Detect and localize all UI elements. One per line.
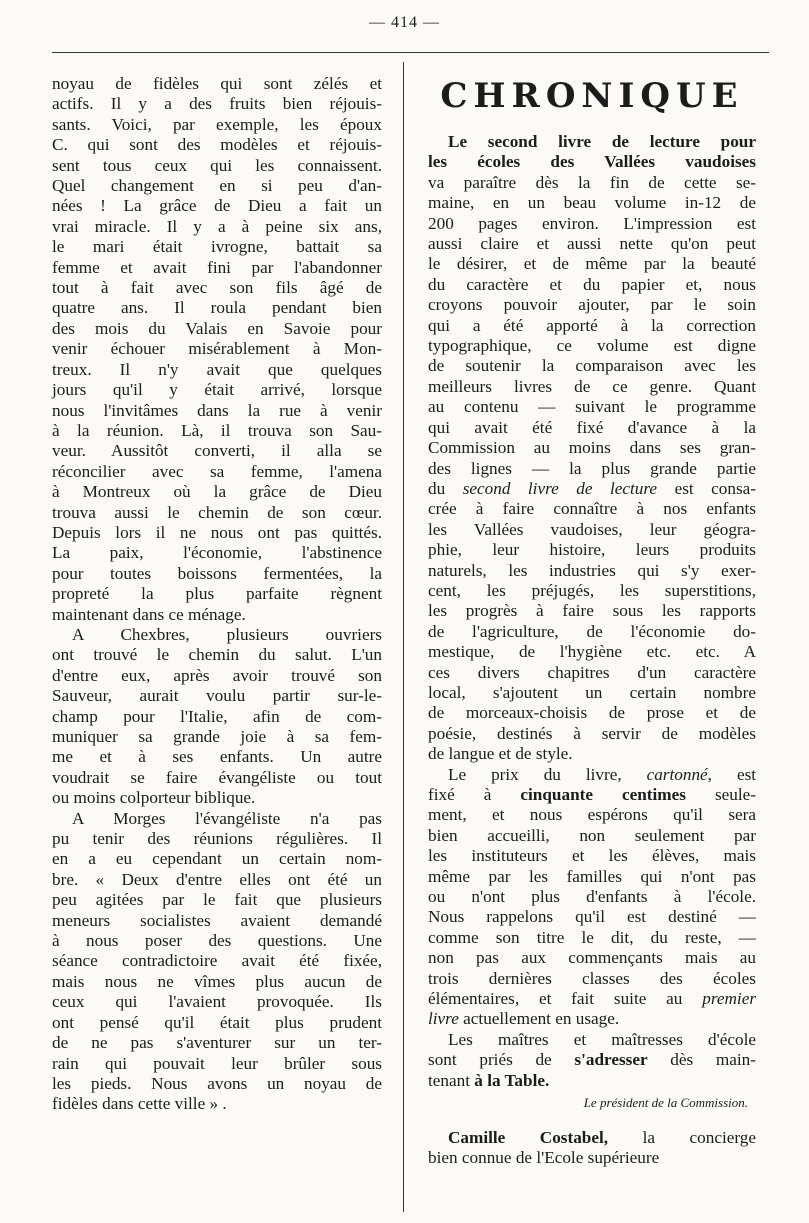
text-line: muniquer sa grande joie à sa fem-: [52, 727, 382, 746]
text-line: actifs. Il y a des fruits bien réjouis-: [52, 94, 382, 114]
text-line: pour toutes boissons fermentées, la: [52, 563, 382, 583]
text-line: à Montreux où la grâce de Dieu: [52, 482, 382, 502]
text-line: de soutenir la comparaison avec les: [428, 356, 756, 376]
text-line: d'entre eux, après avoir trouvé son: [52, 665, 382, 685]
text-line: Camille Costabel, la concierge: [448, 1127, 756, 1147]
text-line: ceux qui l'avaient provoquée. Ils: [52, 992, 382, 1012]
text-line: élémentaires, et fait suite au premier: [428, 989, 757, 1009]
text-line: le mari était ivrogne, battait sa: [52, 237, 382, 257]
text-line: des mois du Valais en Savoie pour: [52, 318, 382, 338]
text-line: C. qui sont des modèles et réjouis-: [52, 135, 382, 155]
text-line: ou moins colporteur biblique.: [52, 788, 256, 808]
text-line: Le prix du livre, cartonné, est: [448, 764, 757, 784]
text-line: ont pensé qu'il était plus prudent: [52, 1012, 382, 1032]
text-line: sants. Voici, par exemple, les époux: [52, 114, 382, 134]
text-line: A Chexbres, plusieurs ouvriers: [72, 624, 382, 644]
text-line: champ pour l'Italie, afin de com-: [52, 706, 382, 726]
right-paragraph-1: [428, 173, 756, 479]
text-line: typographique, ce volume est digne: [428, 336, 756, 356]
text-line: bre. « Deux d'entre elles ont été un: [52, 869, 382, 889]
text-line: bien accueilli, non seulement par: [428, 825, 756, 845]
text-line: sont priés de s'adresser dès main-: [428, 1050, 756, 1070]
text-line: du caractère et du papier et, nous: [428, 274, 756, 294]
text-line: Commission au moins dans ses gran-: [428, 438, 756, 458]
text-line: meilleurs livres de ce genre. Quant: [428, 376, 756, 396]
text-line: Quel changement en si peu d'an-: [52, 176, 382, 196]
text-line: des lignes — la plus grande partie: [428, 458, 756, 478]
signature: Le président de la Commission.: [583, 1095, 748, 1111]
text-line: de langue et de style.: [428, 744, 573, 764]
right-column: [428, 74, 756, 1168]
text-line: local, s'ajoutent un certain nombre: [428, 682, 756, 702]
text-line: femme et avait fini par l'abandonner: [52, 257, 382, 277]
text-line: Nous rappelons qu'il est destiné —: [428, 907, 756, 927]
text-line: qui avait été fixé d'avance à la: [428, 417, 756, 437]
text-line: veur. Aussitôt converti, il alla se: [52, 441, 382, 461]
text-line: ou n'ont plus d'enfants à l'école.: [428, 887, 756, 907]
text-line: me et à ses enfants. Un autre: [52, 747, 382, 767]
text-line: aussi claire et aussi nette qu'on peut: [428, 234, 756, 254]
text-line: La paix, l'économie, l'abstinence: [52, 543, 382, 563]
text-line: bien connue de l'Ecole supérieure: [428, 1147, 660, 1167]
text-line: maine, en un beau volume in-12 de: [428, 193, 756, 213]
text-line: Sauveur, aurait voulu partir sur-le-: [52, 686, 382, 706]
text-line: 200 pages environ. L'impression est: [428, 213, 756, 233]
left-paragraph-1: [52, 74, 382, 625]
text-line: croyons pouvoir ajouter, par le soin: [428, 295, 756, 315]
text-line: mestique, de l'hygiène etc. etc. A: [428, 642, 756, 662]
text-line: de ne pas s'aventurer sur un ter-: [52, 1033, 382, 1053]
text-line: les pieds. Nous avons un noyau de: [52, 1073, 382, 1093]
text-line: poésie, destinés à servir de modèles: [428, 723, 756, 743]
section-title: CHRONIQUE: [440, 76, 744, 116]
text-line: à nous poser des questions. Une: [52, 931, 382, 951]
text-line: trois dernières classes des écoles: [428, 968, 756, 988]
text-line: ont trouvé le chemin du salut. L'un: [52, 645, 382, 665]
left-column: [52, 74, 382, 1115]
text-line: Le second livre de lecture pour: [448, 132, 756, 151]
text-line: à la réunion. Là, il trouva son Sau-: [52, 420, 382, 440]
text-line: séance contradictoire avait été fixée,: [52, 951, 382, 971]
text-line: tout à fait avec son fils âgé de: [52, 278, 382, 298]
text-line: de l'agriculture, de l'économie do-: [428, 621, 756, 641]
text-line: jours qu'il y était arrivé, lorsque: [52, 380, 382, 400]
text-line: même par les familles qui n'ont pas: [428, 866, 756, 886]
text-line: A Morges l'évangéliste n'a pas: [72, 808, 382, 828]
text-line: rain qui pouvait leur brûler sous: [52, 1053, 382, 1073]
text-line: Depuis lors il ne nous ont pas quittés.: [52, 522, 382, 542]
text-line: réconcilier avec sa femme, l'amena: [52, 461, 382, 481]
text-line: fidèles dans cette ville » .: [52, 1094, 227, 1114]
text-line: crée à faire connaître à nos enfants: [428, 499, 756, 519]
text-line: qui a été apporté à la correction: [428, 315, 756, 335]
left-paragraph-3: [52, 809, 382, 1115]
text-line: de morceaux-choisis de prose et de: [428, 703, 756, 723]
text-line: quatre ans. Il roula pendant bien: [52, 298, 382, 318]
text-line: naturels, les industries qui s'y exer-: [428, 560, 756, 580]
text-line: les instituteurs et les élèves, mais: [428, 846, 756, 866]
page-number: — 414 —: [369, 14, 440, 31]
right-paragraph-2: [428, 805, 756, 989]
book-title: second livre de lecture: [462, 478, 658, 498]
text-line: nous l'invitâmes dans la rue à venir: [52, 400, 382, 420]
text-line: les Vallées vaudoises, leur géogra-: [428, 519, 756, 539]
text-line: fixé à cinquante centimes seule-: [428, 785, 756, 804]
text-line: propreté la plus parfaite règnent: [52, 584, 382, 604]
column-divider: [403, 62, 404, 1212]
text-line: non pas aux commençants mais au: [428, 948, 756, 968]
text-line: trouva aussi le chemin de son cœur.: [52, 502, 382, 522]
text-line: en a eu cependant un certain nom-: [52, 849, 382, 869]
left-paragraph-2: [52, 625, 382, 809]
text-line: les progrès à faire sous les rapports: [428, 601, 756, 621]
text-line: comme son titre le dit, du reste, —: [428, 927, 756, 947]
text-line: livre actuellement en usage.: [428, 1009, 620, 1029]
text-line: peu agitées par le fait que plusieurs: [52, 890, 382, 910]
text-line: au contenu — suivant le programme: [428, 397, 756, 417]
text-line: noyau de fidèles qui sont zélés et: [52, 74, 382, 93]
article-heading: [428, 132, 756, 173]
text-line: va paraître dès la fin de cette se-: [428, 172, 756, 192]
text-line: mais nous ne vîmes plus aucun de: [52, 971, 382, 991]
text-line: voudrait se faire évangéliste ou tout: [52, 767, 382, 787]
price-emphasis: cinquante centimes: [520, 785, 686, 804]
text-line: Les maîtres et maîtresses d'école: [448, 1029, 756, 1049]
text-line: ces divers chapitres d'un caractère: [428, 662, 756, 682]
text-line: cent, les préjugés, les superstitions,: [428, 580, 756, 600]
header-rule: [52, 52, 769, 53]
text-line: phie, leur histoire, leurs produits: [428, 540, 756, 560]
text-line: ment, et nous espérons qu'il sera: [428, 805, 756, 825]
text-line: les écoles des Vallées vaudoises: [428, 152, 756, 172]
text-line: du second livre de lecture est consa-: [428, 478, 757, 498]
right-paragraph-1b: [428, 499, 756, 764]
text-line: le désirer, et de même par la beauté: [428, 254, 756, 274]
text-line: maintenant dans ce ménage.: [52, 604, 246, 624]
text-line: tenant à la Table.: [428, 1070, 550, 1090]
text-line: pu tenir des réunions régulières. Il: [52, 829, 382, 849]
text-line: meneurs socialistes avaient demandé: [52, 910, 382, 930]
text-line: sent tous ceux qui les connaissent.: [52, 155, 382, 175]
text-line: nées ! La grâce de Dieu a fait un: [52, 196, 382, 216]
text-line: venir échouer misérablement à Mon-: [52, 339, 382, 359]
text-line: treux. Il n'y avait que quelques: [52, 359, 382, 379]
person-name: Camille Costabel,: [448, 1127, 609, 1147]
text-line: vrai miracle. Il y a à peine six ans,: [52, 216, 382, 236]
